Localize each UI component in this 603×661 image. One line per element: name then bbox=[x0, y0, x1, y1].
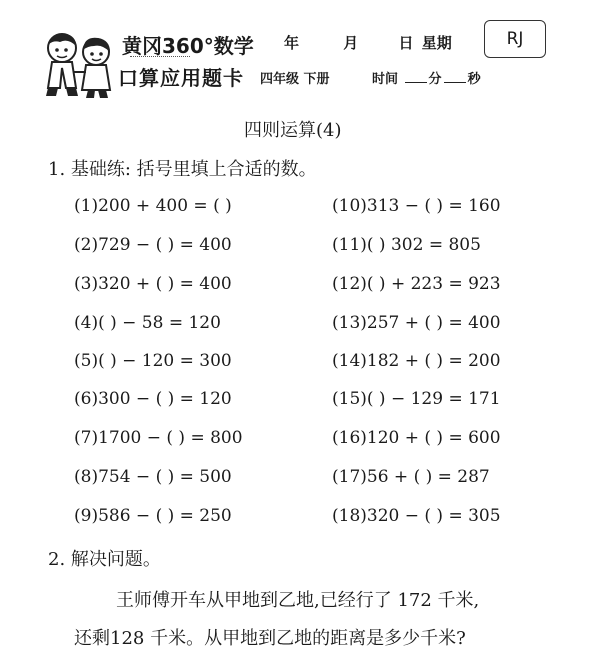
problem-1: (1)200 + 400 = ( ) bbox=[74, 196, 232, 216]
word-problem-line-1: 王师傅开车从甲地到乙地,已经行了 172 千米, bbox=[116, 590, 480, 611]
time-minutes-label: 分 bbox=[428, 72, 442, 87]
brand-subtitle: 口算应用题卡 bbox=[118, 66, 244, 90]
date-day-label: 日 bbox=[398, 34, 414, 52]
date-weekday-label: 星期 bbox=[421, 34, 452, 52]
brand-title: 黄冈360°数学 bbox=[122, 34, 254, 58]
brand-divider bbox=[130, 56, 190, 57]
problem-17: (17)56 + ( ) = 287 bbox=[332, 467, 490, 487]
problem-9: (9)586 − ( ) = 250 bbox=[74, 506, 232, 526]
problem-13: (13)257 + ( ) = 400 bbox=[332, 313, 501, 333]
problem-11: (11)( ) 302 = 805 bbox=[332, 235, 481, 255]
problem-12: (12)( ) + 223 = 923 bbox=[332, 274, 501, 294]
problem-6: (6)300 − ( ) = 120 bbox=[74, 389, 232, 409]
problem-16: (16)120 + ( ) = 600 bbox=[332, 428, 501, 448]
problem-2: (2)729 − ( ) = 400 bbox=[74, 235, 232, 255]
problem-15: (15)( ) − 129 = 171 bbox=[332, 389, 501, 409]
problem-8: (8)754 − ( ) = 500 bbox=[74, 467, 232, 487]
logo-kids-illustration bbox=[40, 28, 120, 100]
date-month-label: 月 bbox=[343, 34, 359, 52]
time-seconds-label: 秒 bbox=[467, 72, 481, 87]
problem-7: (7)1700 − ( ) = 800 bbox=[74, 428, 243, 448]
time-seconds-blank bbox=[444, 70, 466, 83]
problem-18: (18)320 − ( ) = 305 bbox=[332, 506, 501, 526]
lesson-title: 四则运算(4) bbox=[244, 120, 342, 141]
time-label: 时间 bbox=[372, 72, 399, 87]
problem-14: (14)182 + ( ) = 200 bbox=[332, 351, 501, 371]
edition-badge: RJ bbox=[484, 20, 546, 58]
problem-5: (5)( ) − 120 = 300 bbox=[74, 351, 232, 371]
section1-heading: 1. 基础练: 括号里填上合适的数。 bbox=[48, 159, 317, 180]
grade-label: 四年级 下册 bbox=[260, 72, 330, 87]
time-minutes-blank bbox=[405, 70, 427, 83]
word-problem-line-2: 还剩128 千米。从甲地到乙地的距离是多少千米? bbox=[74, 628, 466, 649]
date-year-label: 年 bbox=[284, 34, 300, 52]
date-line bbox=[284, 32, 452, 53]
section2-heading: 2. 解决问题。 bbox=[48, 549, 161, 570]
problem-10: (10)313 − ( ) = 160 bbox=[332, 196, 501, 216]
time-line bbox=[372, 68, 481, 87]
problem-3: (3)320 + ( ) = 400 bbox=[74, 274, 232, 294]
problem-4: (4)( ) − 58 = 120 bbox=[74, 313, 221, 333]
